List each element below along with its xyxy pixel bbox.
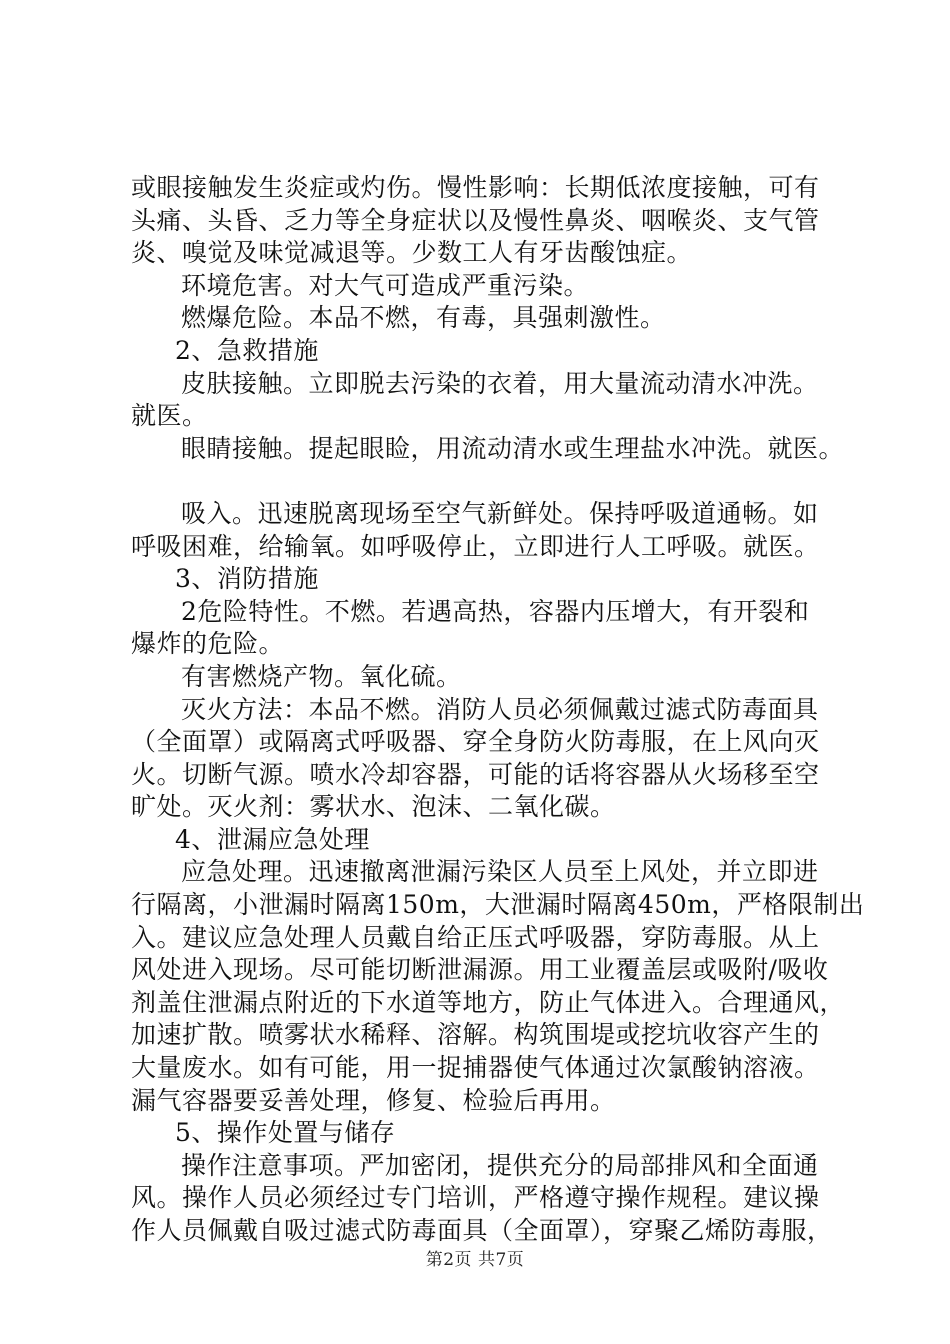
section-heading: 5、操作处置与储存 bbox=[175, 1118, 396, 1148]
text-line: 作人员佩戴自吸过滤式防毒面具（全面罩），穿聚乙烯防毒服， bbox=[131, 1216, 833, 1245]
text-line: 2危险特性。不燃。若遇高热，容器内压增大，有开裂和 bbox=[181, 596, 810, 626]
text-line: 旷处。灭火剂：雾状水、泡沫、二氧化碳。 bbox=[131, 792, 616, 822]
page-footer: 第2页 共7页 bbox=[425, 1250, 525, 1270]
text-line: 火。切断气源。喷水冷却容器，可能的话将容器从火场移至空 bbox=[131, 759, 820, 789]
text-line: 行隔离，小泄漏时隔离150m，大泄漏时隔离450m，严格限制出 bbox=[131, 890, 865, 920]
text-line: 有害燃烧产物。氧化硫。 bbox=[181, 661, 462, 691]
text-line: 或眼接触发生炎症或灼伤。慢性影响：长期低浓度接触，可有 bbox=[131, 173, 820, 202]
text-line: 炎、嗅觉及味觉减退等。少数工人有牙齿酸蚀症。 bbox=[131, 238, 693, 268]
text-line: 吸入。迅速脱离现场至空气新鲜处。保持呼吸道通畅。如 bbox=[181, 498, 819, 528]
text-line: 风处进入现场。尽可能切断泄漏源。用工业覆盖层或吸附/吸收 bbox=[131, 955, 829, 985]
text-line: 应急处理。迅速撤离泄漏污染区人员至上风处，并立即进 bbox=[181, 857, 819, 887]
text-line: 灭火方法：本品不燃。消防人员必须佩戴过滤式防毒面具 bbox=[181, 694, 819, 724]
text-line: 漏气容器要妥善处理，修复、检验后再用。 bbox=[131, 1085, 616, 1115]
text-line: 剂盖住泄漏点附近的下水道等地方，防止气体进入。合理通风， bbox=[131, 987, 846, 1017]
text-line: 眼睛接触。提起眼睑，用流动清水或生理盐水冲洗。就医。 bbox=[181, 433, 845, 463]
section-heading: 4、泄漏应急处理 bbox=[175, 824, 370, 854]
text-line: 皮肤接触。立即脱去污染的衣着，用大量流动清水冲洗。 bbox=[181, 368, 819, 398]
text-line: 加速扩散。喷雾状水稀释、溶解。构筑围堤或挖坑收容产生的 bbox=[131, 1020, 820, 1050]
text-line: 就医。 bbox=[131, 401, 208, 431]
blank-line bbox=[131, 465, 831, 498]
text-line: 入。建议应急处理人员戴自给正压式呼吸器，穿防毒服。从上 bbox=[131, 922, 820, 952]
document-body bbox=[131, 172, 865, 1248]
text-line: 大量废水。如有可能，用一捉捕器使气体通过次氯酸钠溶液。 bbox=[131, 1053, 820, 1083]
text-line: 操作注意事项。严加密闭，提供充分的局部排风和全面通 bbox=[181, 1150, 819, 1180]
text-line: 头痛、头昏、乏力等全身症状以及慢性鼻炎、咽喉炎、支气管 bbox=[131, 205, 820, 235]
text-line: （全面罩）或隔离式呼吸器、穿全身防火防毒服，在上风向灭 bbox=[131, 727, 820, 757]
text-line: 燃爆危险。本品不燃，有毒，具强刺激性。 bbox=[181, 303, 666, 333]
section-heading: 3、消防措施 bbox=[175, 564, 319, 594]
text-line: 环境危害。对大气可造成严重污染。 bbox=[181, 270, 590, 300]
section-heading: 2、急救措施 bbox=[175, 335, 319, 365]
text-line: 爆炸的危险。 bbox=[131, 629, 285, 659]
text-line: 风。操作人员必须经过专门培训，严格遵守操作规程。建议操 bbox=[131, 1183, 820, 1213]
text-line: 呼吸困难，给输氧。如呼吸停止，立即进行人工呼吸。就医。 bbox=[131, 531, 820, 561]
